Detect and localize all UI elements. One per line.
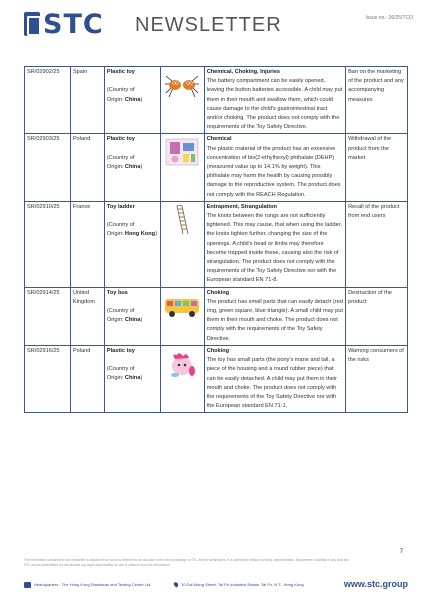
risk-type: Choking	[206, 289, 230, 296]
table-row	[25, 345, 408, 412]
table-row	[25, 134, 408, 201]
product-image-cell	[160, 134, 204, 201]
notifying-country: United Kingdom	[70, 287, 104, 345]
measures-taken: Destruction of the product	[346, 287, 408, 345]
alert-id: SR/02903/25	[25, 134, 71, 201]
risk-description: The knots between the rungs are not sufficiently tightened. This may cause, that when using the ladder, the knots tighten further, changing the size of the openings. A child's head or limbs may therefore become trapped inside these, causing also the risk of strangulation. The product does not comply with the requirements of the Toy Safety Directive nor with the European standard EN 71-8.	[206, 213, 342, 284]
table-row	[25, 201, 408, 287]
newsletter-title: NEWSLETTER	[135, 14, 282, 36]
risk-type: Chemical	[206, 136, 232, 143]
origin-prefix: Origin:	[106, 317, 125, 324]
risk-description: The toy has small parts (the pony's mane and tail, a piece of the housing and a round rubber piece) that can be easily detached. A child may put them in their mouth and choke. The product does not comply with the requirements of the Toy Safety Directive nor with the European standard EN 71-1.	[206, 357, 337, 410]
footer-address	[174, 582, 304, 587]
toy-bus-image	[163, 291, 201, 321]
measures-taken: Warning consumers of the risks	[346, 345, 408, 412]
footer-website-link[interactable]: www.stc.group	[343, 579, 408, 589]
risk-type: Entrapment, Strangulation	[206, 203, 277, 210]
footer-address-text: 10 Dai Wang Street, Tai Po Industrial Estate, Tai Po, N.T., Hong Kong	[181, 582, 304, 587]
measures-taken: Ban on the marketing of the product and any accompanying measures	[346, 67, 408, 134]
origin-country: China	[124, 375, 141, 382]
origin-label: (Country of	[106, 87, 135, 94]
footer-hq-text: Headquarters - The Hong Kong Standards and Testing Centre Ltd.	[34, 582, 152, 588]
origin-label: (Country of	[106, 308, 135, 315]
toy-set-image	[163, 137, 201, 167]
product-alert-table	[24, 66, 408, 413]
product-cell	[104, 201, 160, 287]
stc-logo-text: STC	[43, 9, 104, 40]
product-name: Toy ladder	[106, 203, 135, 210]
origin-country: Hong Kong	[124, 231, 156, 238]
alert-id: SR/02914/25	[25, 287, 71, 345]
footer-hq	[24, 582, 151, 588]
disclaimer-text: The information contained in this newsletter is obtained from sources believed to be accurate to the best knowledge of STC and its subsidiaries. It is distributed without warranty, representation, inducement or liability of any kind and STC and its subsidiaries do not assume any legal responsibility for use or reliance upon the information.	[24, 558, 349, 567]
risk-type: Choking	[206, 347, 230, 354]
risk-description: The plastic material of the product has an excessive concentration of bis(2-ethylhexyl) phthalate (DEHP) (measured value up to 14.1% by weight). This phthalate may harm the health by causing possibly damage to the reproductive system. The product does not comply with the REACH Regulation.	[206, 145, 341, 198]
alert-id: SR/02910/25	[25, 201, 71, 287]
product-image-cell	[160, 345, 204, 412]
notifying-country: France	[70, 201, 104, 287]
footer-bar	[24, 578, 408, 594]
product-image-cell	[160, 287, 204, 345]
notifying-country: Poland	[70, 345, 104, 412]
product-name: Toy bus	[106, 289, 128, 296]
notifying-country: Poland	[70, 134, 104, 201]
product-cell	[104, 345, 160, 412]
measures-taken: Recall of the product from end users	[346, 201, 408, 287]
newsletter-header	[0, 0, 425, 60]
origin-label: (Country of	[106, 154, 135, 161]
origin-suffix: )	[155, 231, 157, 238]
risk-type: Chemical, Choking, Injuries	[206, 69, 281, 75]
origin-country: China	[124, 164, 141, 171]
risk-description: The product has small parts that can easily detach (red ring, green square, blue triangle). A small child may put them in their mouth and choke. The product does not comply with the requirements of the Toy Safety Directive.	[206, 298, 343, 342]
building-icon	[24, 582, 31, 588]
issue-number: Issue no.: 36/25/TCO	[365, 15, 413, 21]
alert-id: SR/02916/25	[25, 345, 71, 412]
table-row	[25, 287, 408, 345]
origin-suffix: )	[140, 96, 143, 103]
origin-suffix: )	[140, 164, 143, 171]
origin-prefix: Origin:	[106, 96, 125, 103]
alert-id: SR/02902/25	[25, 67, 71, 134]
origin-suffix: )	[140, 375, 143, 382]
product-cell	[104, 134, 160, 201]
product-name: Plastic toy	[106, 347, 135, 354]
product-name: Plastic toy	[106, 136, 135, 143]
spider-toy-image	[163, 70, 201, 100]
origin-prefix: Origin:	[106, 164, 125, 171]
risk-cell	[204, 134, 345, 201]
notifying-country: Spain	[70, 67, 104, 134]
measures-taken: Withdrawal of the product from the market	[346, 134, 408, 201]
product-image-cell	[160, 67, 204, 134]
risk-cell	[204, 67, 345, 134]
risk-cell	[204, 287, 345, 345]
product-name: Plastic toy	[106, 69, 135, 75]
risk-cell	[204, 201, 345, 287]
risk-cell	[204, 345, 345, 412]
origin-prefix: Origin:	[106, 375, 125, 382]
risk-description: The battery compartment can be easily opened, leaving the button batteries accessible. A child may put them in their mouth and swallow them, which could cause damage to the child's gastrointestinal tract and/or choking. The product does not comply with the requirements of the Toy Safety Directive.	[206, 78, 343, 131]
location-pin-icon	[173, 582, 179, 588]
origin-label: (Country of	[106, 222, 135, 229]
origin-label: (Country of	[106, 366, 135, 373]
product-cell	[104, 287, 160, 345]
product-image-cell	[160, 201, 204, 287]
origin-country: China	[124, 96, 141, 103]
origin-suffix: )	[140, 317, 143, 324]
table-row	[25, 67, 408, 134]
pony-toy-image	[163, 349, 201, 379]
page-number: 7	[399, 549, 403, 555]
toy-ladder-image	[163, 205, 201, 235]
product-cell	[104, 67, 160, 134]
origin-prefix: Origin:	[106, 231, 125, 238]
origin-country: China	[124, 317, 141, 324]
stc-logo-icon	[24, 12, 40, 36]
